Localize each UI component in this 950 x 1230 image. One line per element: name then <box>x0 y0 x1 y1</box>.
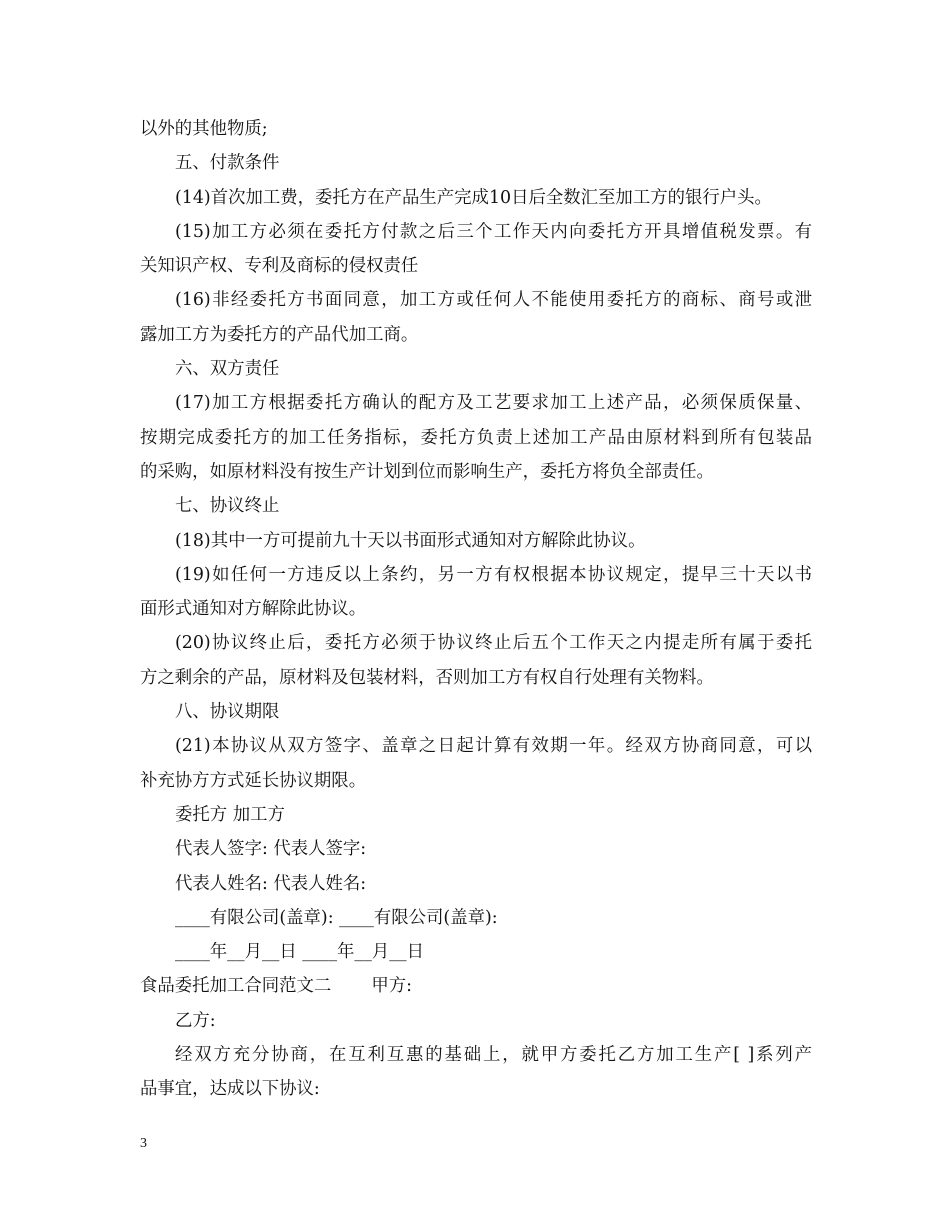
paragraph-line: 代表人签字: 代表人签字: <box>175 839 367 860</box>
contract-preamble <box>140 1004 812 1107</box>
paragraph-line: (21)本协议从双方签字、盖章之日起计算有效期一年。经双方协商同意，可以 <box>175 736 812 757</box>
paragraph-line: 五、付款条件 <box>175 153 280 174</box>
paragraph-line: 露加工方为委托方的产品代加工商。 <box>140 324 419 345</box>
paragraph-line: 面形式通知对方解除此协议。 <box>140 599 367 620</box>
paragraph-line: (14)首次加工费，委托方在产品生产完成10日后全数汇至加工方的银行户头。 <box>175 187 772 208</box>
paragraph-line: 的采购，如原材料没有按生产计划到位而影响生产，委托方将负全部责任。 <box>140 461 714 482</box>
contract-clauses <box>140 112 812 969</box>
paragraph-line: (16)非经委托方书面同意，加工方或任何人不能使用委托方的商标、商号或泄 <box>175 290 812 311</box>
paragraph-line: (20)协议终止后，委托方必须于协议终止后五个工作天之内提走所有属于委托 <box>175 633 812 654</box>
document-body <box>140 112 812 1107</box>
paragraph-line: ____有限公司(盖章): ____有限公司(盖章): <box>175 907 498 928</box>
paragraph-line: 按期完成委托方的加工任务指标，委托方负责上述加工产品由原材料到所有包装品 <box>140 427 812 448</box>
section-title-line <box>140 969 812 1003</box>
paragraph-line: 六、双方责任 <box>175 359 280 380</box>
paragraph-line: 关知识产权、专利及商标的侵权责任 <box>140 256 419 277</box>
document-title: 食品委托加工合同范文二 <box>140 976 332 997</box>
paragraph-line: (17)加工方根据委托方确认的配方及工艺要求加工上述产品，必须保质保量、 <box>175 393 812 414</box>
paragraph-line: 乙方: <box>175 1010 216 1031</box>
paragraph-line: 补充协方方式延长协议期限。 <box>140 770 367 791</box>
party-a-label: 甲方: <box>371 976 412 997</box>
paragraph-line: 七、协议终止 <box>175 496 280 517</box>
page-number: 3 <box>140 1136 147 1151</box>
paragraph-line: (19)如任何一方违反以上条约，另一方有权根据本协议规定，提早三十天以书 <box>175 564 812 585</box>
paragraph-line: ____年__月__日 ____年__月__日 <box>175 942 424 963</box>
paragraph-line: (15)加工方必须在委托方付款之后三个工作天内向委托方开具增值税发票。有 <box>175 221 812 242</box>
paragraph-line: 经双方充分协商，在互利互惠的基础上，就甲方委托乙方加工生产[ ]系列产 <box>175 1045 812 1066</box>
paragraph-line: 以外的其他物质; <box>140 119 268 139</box>
paragraph-line: 品事宜，达成以下协议: <box>140 1079 320 1100</box>
paragraph-line: 代表人姓名: 代表人姓名: <box>175 873 367 894</box>
paragraph-line: 八、协议期限 <box>175 702 280 723</box>
paragraph-line: 委托方 加工方 <box>175 804 285 825</box>
paragraph-line: 方之剩余的产品，原材料及包装材料，否则加工方有权自行处理有关物料。 <box>140 667 714 688</box>
paragraph-line: (18)其中一方可提前九十天以书面形式通知对方解除此协议。 <box>175 530 646 551</box>
